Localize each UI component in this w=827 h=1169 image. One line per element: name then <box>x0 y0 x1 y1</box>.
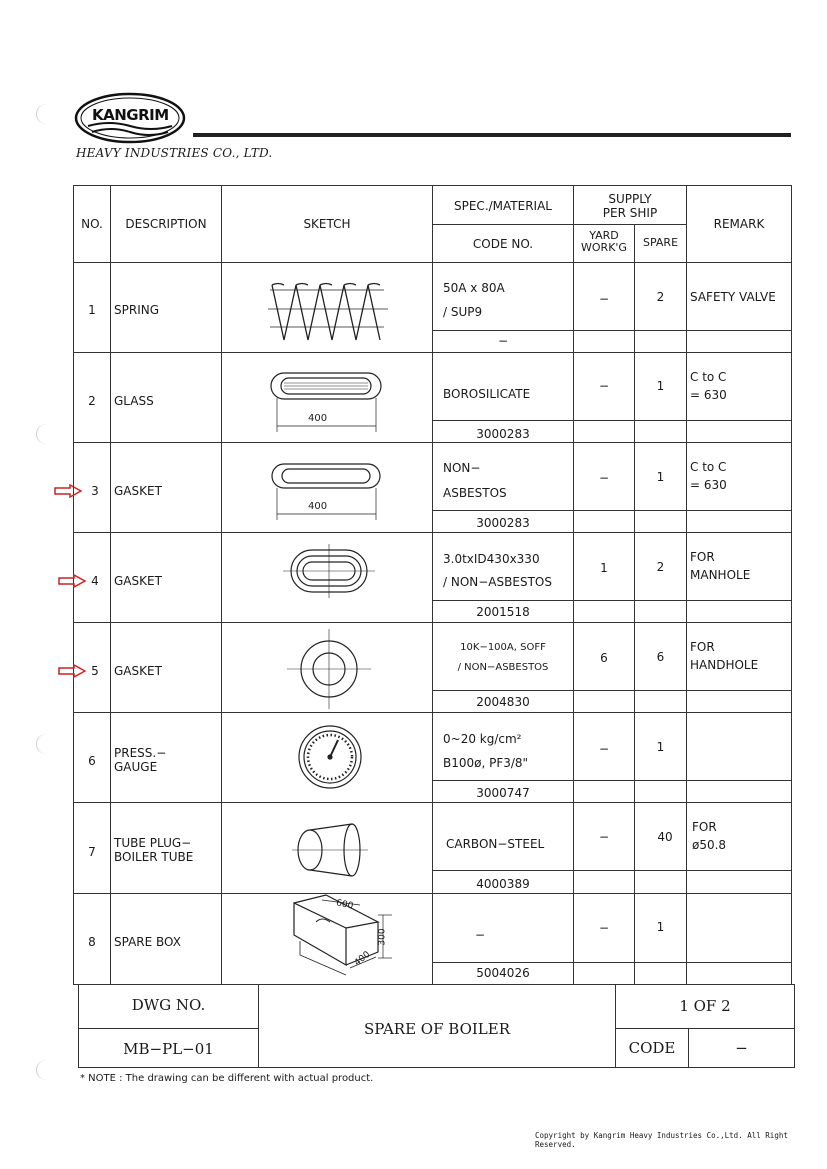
row-spec: / NON−ASBESTOS <box>457 662 549 673</box>
row-yard: − <box>598 830 610 844</box>
header-per-ship: PER SHIP <box>602 206 658 220</box>
header-workg: WORK'G <box>581 241 627 254</box>
company-name: HEAVY INDUSTRIES CO., LTD. <box>76 146 273 160</box>
row-no: 2 <box>88 394 96 408</box>
row-remark: FOR <box>692 820 717 834</box>
row-description: BOILER TUBE <box>114 850 194 864</box>
row-description: GASKET <box>114 574 162 588</box>
row-spare: 1 <box>656 379 665 393</box>
row-spec: 50A x 80A <box>443 281 505 295</box>
dwg-no-label: DWG NO. <box>131 996 206 1014</box>
row-yard: − <box>598 379 610 393</box>
oval-gasket-sketch <box>283 544 375 598</box>
row-yard: − <box>598 471 610 485</box>
header-description: DESCRIPTION <box>125 217 207 231</box>
header-spec: SPEC./MATERIAL <box>454 199 552 213</box>
dwg-no-value: MB−PL−01 <box>123 1040 214 1058</box>
row-no: 8 <box>88 935 96 949</box>
row-spare: 1 <box>656 920 665 934</box>
drawing-title: SPARE OF BOILER <box>363 1020 511 1038</box>
sheet-number: 1 OF 2 <box>679 997 731 1015</box>
logo-text: KANGRIM <box>92 106 169 124</box>
row-remark: HANDHOLE <box>690 658 759 672</box>
row-spec: 0~20 kg/cm² <box>443 732 522 746</box>
row-spare: 1 <box>656 470 665 484</box>
row-description: GAUGE <box>114 760 158 774</box>
punch-hole <box>36 1060 57 1080</box>
footnote: * NOTE : The drawing can be different with actual product. <box>80 1073 374 1084</box>
row-spec: 3.0txID430x330 <box>443 552 540 566</box>
row-yard: 1 <box>600 561 608 575</box>
row-description: TUBE PLUG− <box>114 836 192 850</box>
round-gasket-sketch <box>287 629 371 709</box>
row-yard: − <box>598 921 610 935</box>
row-code: 3000283 <box>476 516 530 530</box>
row-no: 5 <box>91 664 99 678</box>
row-spare: 2 <box>656 560 665 574</box>
row-description: SPRING <box>114 303 160 317</box>
code-label: CODE <box>628 1039 676 1057</box>
header-remark: REMARK <box>713 217 765 231</box>
row-no: 1 <box>88 303 96 317</box>
row-code: 2001518 <box>476 605 530 619</box>
header-yard: YARD <box>589 229 619 242</box>
row-spare: 6 <box>656 650 665 664</box>
red-arrow-icon <box>54 484 82 498</box>
row-description: GASKET <box>114 484 162 498</box>
copyright: Copyright by Kangrim Heavy Industries Co.,Ltd. All Right Reserved. <box>535 1131 788 1149</box>
row-spec: B100ø, PF3/8" <box>443 756 529 770</box>
row-spec: BOROSILICATE <box>443 387 531 401</box>
row-spec: NON− <box>443 461 481 475</box>
row-spec: CARBON−STEEL <box>446 837 545 851</box>
tube-plug-sketch <box>292 824 368 876</box>
pressure-gauge-sketch <box>299 726 361 788</box>
row-spec: 10K−100A, SOFF <box>460 642 546 653</box>
header-no: NO. <box>81 217 103 231</box>
red-arrow-icon <box>58 664 86 678</box>
row-remark: SAFETY VALVE <box>690 290 776 304</box>
row-no: 7 <box>88 845 96 859</box>
row-remark: FOR <box>690 550 715 564</box>
row-remark: C to C <box>690 460 727 474</box>
row-spare: 40 <box>657 830 673 844</box>
row-code: 5004026 <box>476 966 530 980</box>
sketch-dimension: 400 <box>308 413 328 424</box>
row-remark: = 630 <box>690 478 727 492</box>
header-sketch: SKETCH <box>303 217 351 231</box>
row-remark: FOR <box>690 640 715 654</box>
row-remark: ø50.8 <box>692 838 727 852</box>
row-code: 4000389 <box>476 877 530 891</box>
box-dim-height: 300 <box>377 928 388 946</box>
box-dim-width: 600 <box>335 898 355 912</box>
row-yard: 6 <box>600 651 608 665</box>
row-remark: MANHOLE <box>690 568 751 582</box>
punch-hole <box>36 424 57 444</box>
punch-hole <box>36 734 57 754</box>
row-spare: 2 <box>656 290 665 304</box>
row-no: 6 <box>88 754 96 768</box>
row-no: 4 <box>91 574 99 588</box>
row-description: PRESS.− <box>114 746 167 760</box>
red-arrow-icon <box>58 574 86 588</box>
sketch-dimension: 400 <box>308 501 328 512</box>
row-no: 3 <box>91 484 99 498</box>
box-dim-depth: 400 <box>352 949 373 969</box>
header-spare: SPARE <box>642 236 679 249</box>
row-yard: − <box>598 292 610 306</box>
row-remark: = 630 <box>690 388 727 402</box>
row-code: − <box>497 334 509 348</box>
row-description: GASKET <box>114 664 162 678</box>
row-yard: − <box>598 742 610 756</box>
row-spec: / NON−ASBESTOS <box>443 575 552 589</box>
row-spare: 1 <box>656 740 665 754</box>
row-spec: ASBESTOS <box>443 486 507 500</box>
spring-sketch <box>268 284 388 341</box>
row-spec: − <box>475 928 486 942</box>
header-rule <box>193 133 791 137</box>
row-code: 3000747 <box>476 786 530 800</box>
punch-hole <box>36 104 57 124</box>
row-description: GLASS <box>114 394 154 408</box>
row-code: 2004830 <box>476 695 530 709</box>
row-description: SPARE BOX <box>114 935 181 949</box>
header-code: CODE NO. <box>472 237 534 251</box>
header-supply: SUPPLY <box>608 192 652 206</box>
row-remark: C to C <box>690 370 727 384</box>
row-spec: / SUP9 <box>443 305 483 319</box>
row-code: 3000283 <box>476 427 530 441</box>
code-value: − <box>735 1039 748 1057</box>
